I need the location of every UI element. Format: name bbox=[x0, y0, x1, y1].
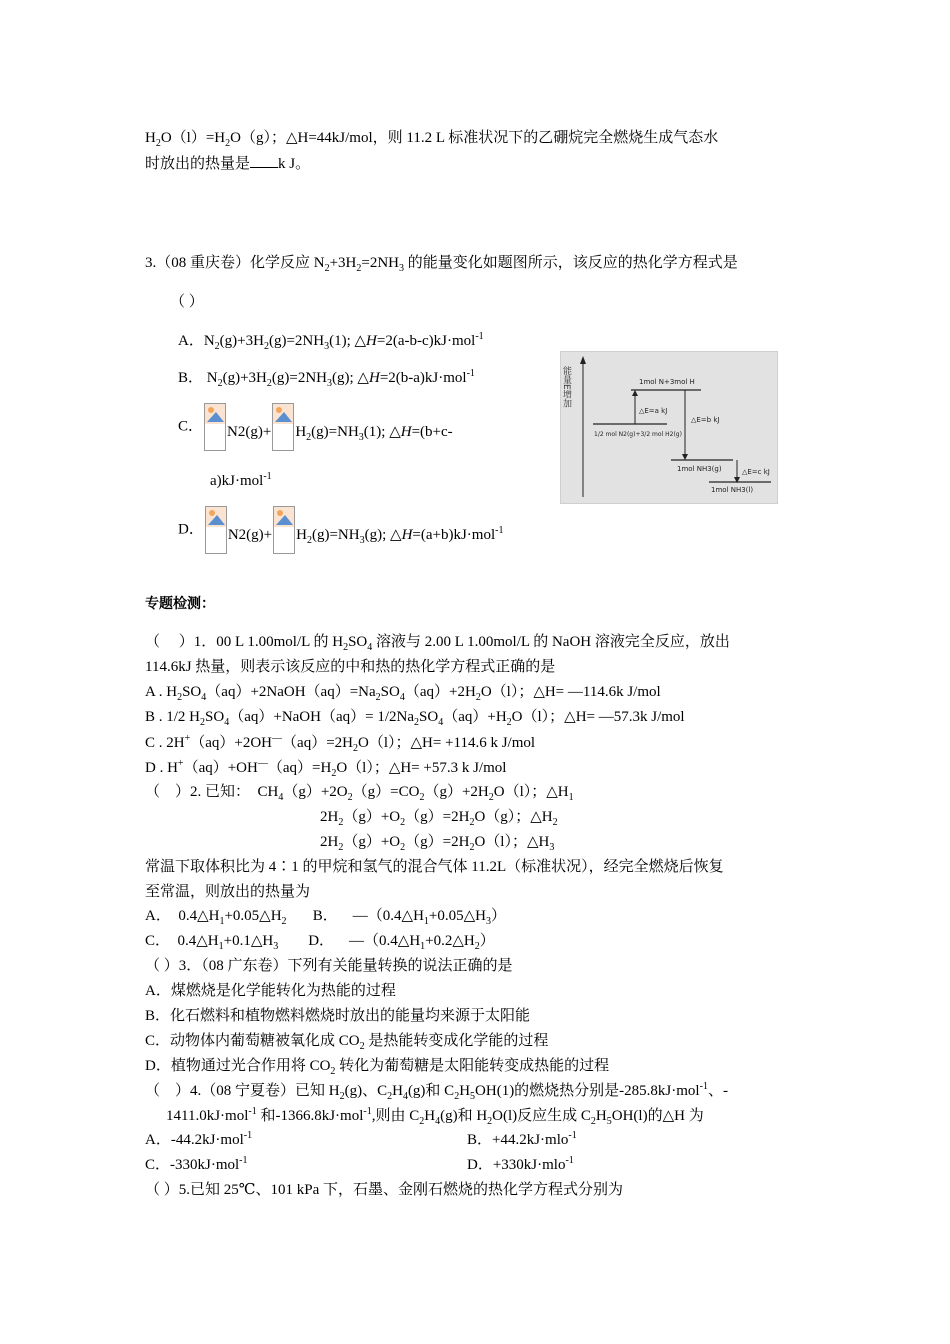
q2-line-2: $2H_2(g)+O_2(g)=2H_2O(g)$；$\triangle H_2$ bbox=[320, 809, 558, 828]
q3b-option-d: D．植物通过光合作用将 $CO_2$ 转化为葡萄糖是太阳能转变成热能的过程 bbox=[145, 1058, 610, 1077]
q3-option-c: C． N2(g)+ $H_2(g)=NH_3(1)$; △H=(b+c- bbox=[178, 403, 453, 451]
q3-option-a: A．$N_2(g)+3H_2(g)=2NH_3(1)$; △H=2(a-b-c)kJ·mol$^{-1}$ bbox=[178, 331, 484, 352]
q1-option-a: A . $H_2SO_4(aq)+2NaOH(aq)=Na_2SO_4(aq)+2H_2O(l)$；△H= —114.6k J/mol bbox=[145, 684, 661, 703]
q1-option-c: C . $2H^+(aq)+2OH^—(aq)=2H_2O(l)$；△H= +114.6 k J/mol bbox=[145, 733, 536, 754]
arrow-c-label: △E=c kJ bbox=[742, 468, 770, 476]
q3b-line-1: （ ）3．（08 广东卷）下列有关能量转换的说法正确的是 bbox=[145, 958, 513, 974]
q1-line-1: （ ）1．00 L 1.00mol/L 的 $H_2SO_4$ 溶液与 2.00 L 1.00mol/L 的 NaOH 溶液完全反应，放出 bbox=[145, 634, 730, 653]
level-nh3g-label: 1mol NH3(g) bbox=[677, 465, 722, 473]
fraction-image-icon bbox=[205, 506, 227, 554]
q4-line-1: （ ）4.（08 宁夏卷）已知 $H_2(g)$、$C_2H_4(g)$和 $C_2H_5OH(1)$的燃烧热分别是-285.8kJ·mol$^{-1}$、- bbox=[145, 1081, 728, 1102]
arrow-a-label: △E=a kJ bbox=[639, 407, 668, 415]
q1-option-b: B . 1/2 $H_2SO_4(aq)+NaOH(aq)= 1/2Na_2SO_4(aq)+H_2O(l)$；△H= —57.3k J/mol bbox=[145, 709, 685, 728]
q1-option-d: D . $H^+(aq)+OH^—(aq)=H_2O(l)$；△H= +57.3 k J/mol bbox=[145, 758, 507, 779]
q4-option-c: C．-330kJ·mol$^{-1}$ bbox=[145, 1155, 248, 1173]
fraction-image-icon bbox=[204, 403, 226, 451]
section-title: 专题检测： bbox=[145, 596, 215, 612]
q4-option-d: D．+330kJ·mlo$^{-1}$ bbox=[467, 1155, 574, 1173]
q3-answer-paren[interactable]: （ ） bbox=[170, 294, 204, 310]
level-top-label: 1mol N+3mol H bbox=[639, 378, 695, 386]
q3-option-d: D． N2(g)+ $H_2(g)=NH_3(g)$; △H=(a+b)kJ·mol$^{-1}$ bbox=[178, 506, 503, 554]
level-nh3l-label: 1mol NH3(l) bbox=[711, 486, 754, 494]
intro-line-1: $H_2O(l)=H_2O(g)$；△H=44kJ/mol，则 11.2 L 标准状况下的乙硼烷完全燃烧生成气态水 bbox=[145, 130, 719, 149]
q2-options-ab: A． $0.4\triangle H_1+0.05\triangle H_2$ B． $—(0.4\triangle H_1+0.05\triangle H_3)$ bbox=[145, 908, 506, 927]
q3-option-c-cont: a)kJ·mol$^{-1}$ bbox=[210, 471, 272, 489]
q5-line-1: （ ）5.已知 25℃、101 kPa 下，石墨、金刚石燃烧的热化学方程式分别为 bbox=[145, 1182, 624, 1198]
arrow-b-label: △E=b kJ bbox=[691, 416, 720, 424]
intro-line-2: 时放出的热量是 k J。 bbox=[145, 153, 310, 174]
q3b-option-a: A．煤燃烧是化学能转化为热能的过程 bbox=[145, 983, 396, 999]
q2-line-4: 常温下取体积比为 4∶1 的甲烷和氢气的混合气体 11.2L（标准状况），经完全燃烧后恢复 bbox=[145, 859, 724, 875]
q4-option-a: A．-44.2kJ·mol$^{-1}$ bbox=[145, 1130, 253, 1148]
q2-line-1: （ ）2. 已知： $CH_4(g)+2O_2(g)=CO_2(g)+2H_2O(l)$；$\triangle H_1$ bbox=[145, 784, 574, 803]
fraction-image-icon bbox=[272, 403, 294, 451]
energy-level-diagram bbox=[560, 351, 778, 504]
q2-line-3: $2H_2(g)+O_2(g)=2H_2O(l)$；$\triangle H_3$ bbox=[320, 834, 555, 853]
q1-line-2: 114.6kJ 热量，则表示该反应的中和热的热化学方程式正确的是 bbox=[145, 659, 556, 675]
q4-option-b: B．+44.2kJ·mlo$^{-1}$ bbox=[467, 1130, 577, 1148]
q3-stem: 3.（08 重庆卷）化学反应 $N_2+3H_2=2NH_3$ 的能量变化如题图所示，该反应的热化学方程式是 bbox=[145, 255, 738, 274]
q2-line-5: 至常温，则放出的热量为 bbox=[145, 884, 311, 900]
q4-line-2: 1411.0kJ·mol$^{-1}$ 和-1366.8kJ·mol$^{-1}$,则由 $C_2H_4(g)$和 $H_2O(l)$反应生成 $C_2H_5OH(l)$的△H 为 bbox=[166, 1106, 704, 1127]
q2-options-cd: C． $0.4\triangle H_1+0.1\triangle H_3$ D． $—(0.4\triangle H_1+0.2\triangle H_2)$ bbox=[145, 933, 495, 952]
answer-blank[interactable] bbox=[250, 153, 278, 168]
level-mid-label: 1/2 mol N2(g)+3/2 mol H2(g) bbox=[594, 431, 682, 438]
diagram-y-label: 能量E增加 bbox=[561, 366, 571, 408]
fraction-image-icon bbox=[273, 506, 295, 554]
q3b-option-c: C．动物体内葡萄糖被氧化成 $CO_2$ 是热能转变成化学能的过程 bbox=[145, 1033, 549, 1052]
q3-option-b: B． $N_2(g)+3H_2(g)=2NH_3(g)$; △H=2(b-a)kJ·mol$^{-1}$ bbox=[178, 368, 475, 389]
q3b-option-b: B．化石燃料和植物燃料燃烧时放出的能量均来源于太阳能 bbox=[145, 1008, 531, 1024]
